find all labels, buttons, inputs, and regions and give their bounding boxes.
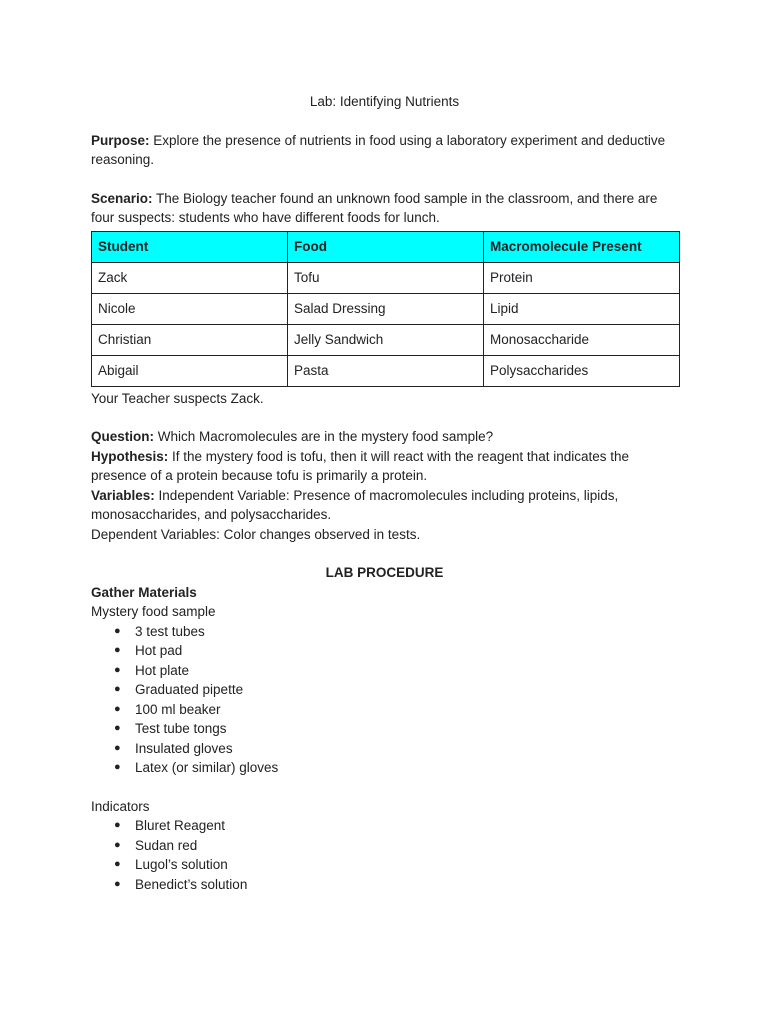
purpose-label: Purpose: xyxy=(91,132,150,148)
table-cell: Polysaccharides xyxy=(484,355,680,386)
scenario-text: The Biology teacher found an unknown food sample in the classroom, and there are four suspects: students who have different foods for lunch. xyxy=(91,190,658,225)
materials-heading: Gather Materials xyxy=(91,584,197,600)
variables-text: Independent Variable: Presence of macromolecules including proteins, lipids, monosaccharides, and polysaccharides. xyxy=(91,487,619,522)
bullet-icon: ● xyxy=(114,702,121,715)
dependent-variables: Dependent Variables: Color changes observed in tests. xyxy=(91,526,421,542)
table-cell: Zack xyxy=(92,262,288,293)
question-paragraph xyxy=(91,427,678,447)
table-cell: Nicole xyxy=(92,293,288,324)
bullet-icon: ● xyxy=(114,877,121,890)
table-cell: Lipid xyxy=(484,293,680,324)
materials-intro: Mystery food sample xyxy=(91,604,216,619)
bullet-icon: ● xyxy=(114,644,121,656)
table-cell: Monosaccharide xyxy=(484,324,680,355)
bullet-icon: ● xyxy=(114,683,121,695)
table-row xyxy=(92,293,680,324)
materials-list xyxy=(91,622,678,778)
list-item: ● Test tube tongs xyxy=(114,719,678,739)
list-item: ● Sudan red xyxy=(114,836,678,856)
bullet-icon: ● xyxy=(114,722,121,734)
scenario-paragraph xyxy=(91,189,678,228)
hypothesis-text: If the mystery food is tofu, then it will react with the reagent that indicates the presence of a protein because tofu is primarily a protein. xyxy=(91,448,629,483)
list-item: ● Hot plate xyxy=(114,661,678,681)
bullet-icon: ● xyxy=(114,838,121,851)
list-item: ● Insulated gloves xyxy=(114,739,678,759)
scenario-label: Scenario: xyxy=(91,190,153,206)
question-text: Which Macromolecules are in the mystery food sample? xyxy=(154,429,494,444)
procedure-heading: LAB PROCEDURE xyxy=(325,565,444,580)
list-item: ● Lugol’s solution xyxy=(114,855,678,875)
list-item: ● Graduated pipette xyxy=(114,680,678,700)
table-row xyxy=(92,262,680,293)
bullet-icon: ● xyxy=(114,819,121,831)
table-row xyxy=(92,355,680,386)
suspects-table xyxy=(91,231,680,387)
purpose-paragraph xyxy=(91,131,678,170)
table-cell: Jelly Sandwich xyxy=(288,324,484,355)
bullet-icon: ● xyxy=(114,858,121,870)
spacer xyxy=(91,778,678,797)
list-item: ● Latex (or similar) gloves xyxy=(114,758,678,778)
list-item: ● Hot pad xyxy=(114,641,678,661)
table-cell: Salad Dressing xyxy=(288,293,484,324)
list-item: ● 3 test tubes xyxy=(114,622,678,642)
table-header-cell: Student xyxy=(92,231,288,262)
suspect-note: Your Teacher suspects Zack. xyxy=(91,390,264,406)
bullet-icon: ● xyxy=(114,663,121,676)
table-header-cell: Food xyxy=(288,231,484,262)
table-header-row xyxy=(92,231,680,262)
question-label: Question: xyxy=(91,429,154,444)
variables-label: Variables: xyxy=(91,487,155,503)
bullet-icon: ● xyxy=(114,761,121,773)
variables-paragraph xyxy=(91,486,678,525)
bullet-icon: ● xyxy=(114,741,121,754)
table-header-cell: Macromolecule Present xyxy=(484,231,680,262)
list-item: ● Benedict’s solution xyxy=(114,875,678,895)
table-cell: Christian xyxy=(92,324,288,355)
document-title: Lab: Identifying Nutrients xyxy=(309,94,460,109)
hypothesis-paragraph xyxy=(91,447,678,486)
table-cell: Pasta xyxy=(288,355,484,386)
table-cell: Abigail xyxy=(92,355,288,386)
purpose-text: Explore the presence of nutrients in food using a laboratory experiment and deductive reasoning. xyxy=(91,132,666,167)
list-item: ● 100 ml beaker xyxy=(114,700,678,720)
indicators-intro: Indicators xyxy=(91,798,150,814)
bullet-icon: ● xyxy=(114,624,121,637)
list-item: ● Bluret Reagent xyxy=(114,816,678,836)
hypothesis-label: Hypothesis: xyxy=(91,448,169,464)
table-row xyxy=(92,324,680,355)
table-cell: Tofu xyxy=(288,262,484,293)
indicators-list xyxy=(91,816,678,894)
table-cell: Protein xyxy=(484,262,680,293)
